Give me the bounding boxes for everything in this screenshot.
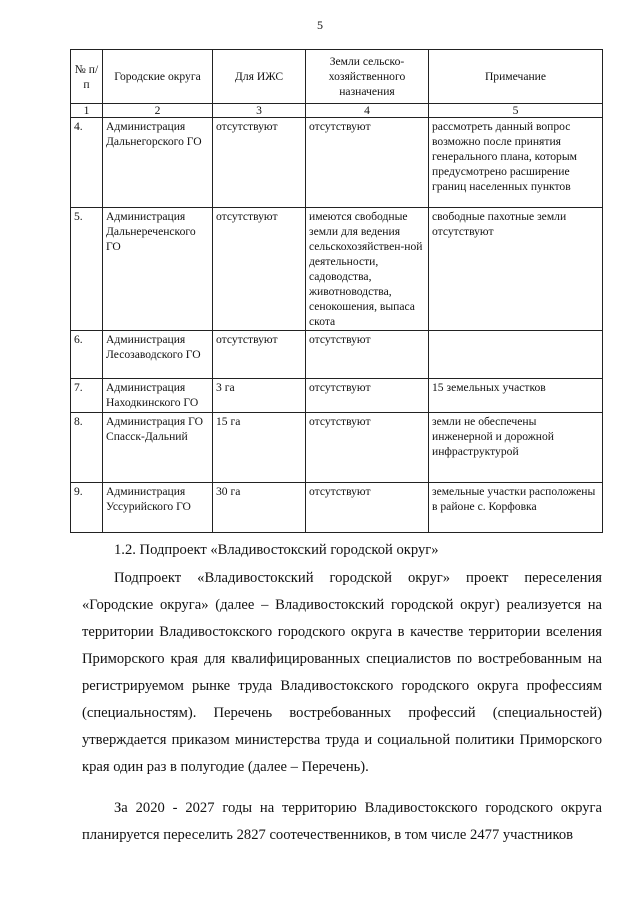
table-row: [71, 208, 603, 331]
row-note: 15 земельных участков: [429, 379, 603, 413]
row-izhs: отсутствуют: [213, 208, 306, 331]
row-number: 4.: [71, 118, 103, 208]
row-district: Администрация Лесозаводского ГО: [103, 331, 213, 379]
paragraph: Подпроект «Владивостокский городской округ» проект переселения «Городские округа» (далее – Владивостокский городской округ) реализуется на территории Владивостокского городского округа в качестве территории вселения Приморского края для квалифицированных специалистов по востребованным на регистрируемом рынке труда Владивостокского городского округа профессиям (специальностям). Перечень востребованных профессий (специальностей) утверждается приказом министерства труда и социальной политики Приморского края один раз в полугодие (далее – Перечень).: [82, 570, 602, 775]
row-agri: отсутствуют: [306, 379, 429, 413]
column-number: 1: [71, 104, 103, 118]
row-number: 7.: [71, 379, 103, 413]
row-number: 9.: [71, 483, 103, 533]
table-row: [71, 379, 603, 413]
column-number: 4: [306, 104, 429, 118]
row-district: Администрация ГО Спасск-Дальний: [103, 413, 213, 483]
header-izhs: Для ИЖС: [213, 50, 306, 104]
column-number-row: [71, 104, 603, 118]
row-note: [429, 331, 603, 379]
row-agri: отсутствуют: [306, 118, 429, 208]
column-number: 3: [213, 104, 306, 118]
row-izhs: 15 га: [213, 413, 306, 483]
row-izhs: отсутствуют: [213, 331, 306, 379]
row-agri: отсутствуют: [306, 331, 429, 379]
section-subtitle: 1.2. Подпроект «Владивостокский городской округ»: [114, 542, 439, 558]
table-row: [71, 413, 603, 483]
row-note: свободные пахотные земли отсутствуют: [429, 208, 603, 331]
table-row: [71, 331, 603, 379]
row-number: 8.: [71, 413, 103, 483]
table-row: [71, 483, 603, 533]
row-number: 6.: [71, 331, 103, 379]
row-agri: отсутствуют: [306, 413, 429, 483]
table-header-row: [71, 50, 603, 104]
column-number: 5: [429, 104, 603, 118]
row-note: земельные участки расположены в районе с. Корфовка: [429, 483, 603, 533]
header-note: Примечание: [429, 50, 603, 104]
header-agri: Земли сельско-хозяйственного назначения: [306, 50, 429, 104]
paragraph: За 2020 - 2027 годы на территорию Владивостокского городского округа планируется переселить 2827 соотечественников, в том числе 2477 участников: [82, 800, 602, 843]
column-number: 2: [103, 104, 213, 118]
header-number: № п/п: [71, 50, 103, 104]
table-row: [71, 118, 603, 208]
row-number: 5.: [71, 208, 103, 331]
row-agri: отсутствуют: [306, 483, 429, 533]
row-note: земли не обеспечены инженерной и дорожной инфраструктурой: [429, 413, 603, 483]
land-table: [70, 49, 603, 533]
row-izhs: 3 га: [213, 379, 306, 413]
row-note: рассмотреть данный вопрос возможно после принятия генерального плана, которым предусмотрено расширение границ населенных пунктов: [429, 118, 603, 208]
header-district: Городские округа: [103, 50, 213, 104]
row-district: Администрация Дальнереченского ГО: [103, 208, 213, 331]
page-number: 5: [317, 18, 323, 32]
row-district: Администрация Находкинского ГО: [103, 379, 213, 413]
row-district: Администрация Дальнегорского ГО: [103, 118, 213, 208]
row-izhs: отсутствуют: [213, 118, 306, 208]
row-agri: имеются свободные земли для ведения сельскохозяйствен-ной деятельности, садоводства, животноводства, сенокошения, выпаса скота: [306, 208, 429, 331]
row-izhs: 30 га: [213, 483, 306, 533]
row-district: Администрация Уссурийского ГО: [103, 483, 213, 533]
